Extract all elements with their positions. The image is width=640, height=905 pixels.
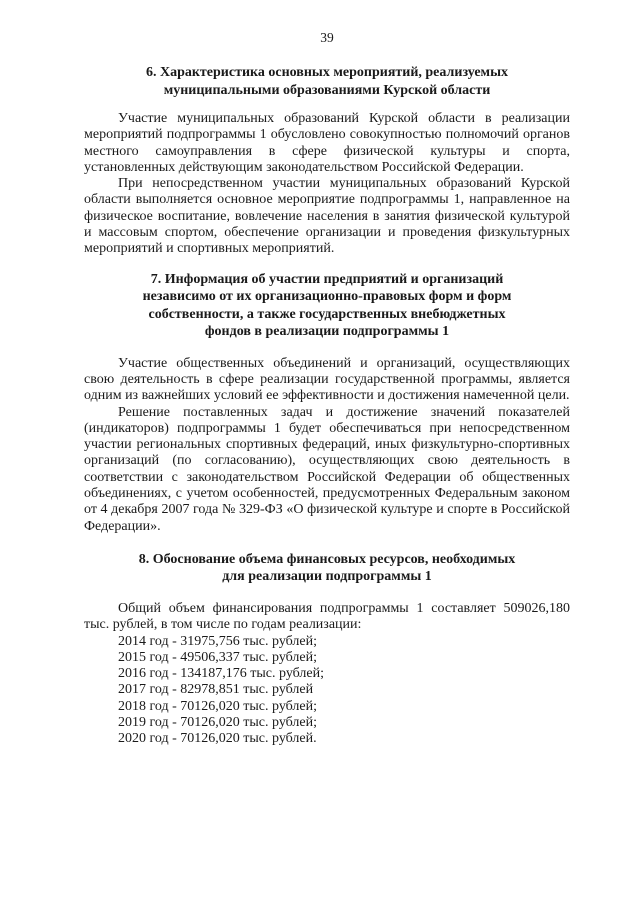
list-item: 2019 год - 70126,020 тыс. рублей;: [118, 715, 318, 731]
section-6-paragraph-1: Участие муниципальных образований Курской области в реализации мероприятий подпрограммы 1 обусловлено совокупностью полномочий органов местного самоуправления в сфере физической культуры и спорта, установленных действующим законодательством Российской Федерации.: [84, 111, 570, 175]
section-7-title-line-1: 7. Информация об участии предприятий и организаций: [150, 271, 504, 287]
document-page: [84, 30, 570, 748]
section-7-title: [84, 271, 570, 341]
page-number: 39: [320, 30, 334, 45]
list-item: 2017 год - 82978,851 тыс. рублей: [118, 682, 314, 698]
section-6-title: [84, 64, 570, 99]
list-item: 2018 год - 70126,020 тыс. рублей;: [118, 698, 318, 714]
section-7-title-line-2: независимо от их организационно-правовых форм и форм: [142, 289, 512, 305]
list-item: 2020 год - 70126,020 тыс. рублей.: [118, 731, 317, 747]
section-8-paragraph-1: Общий объем финансирования подпрограммы 1 составляет 509026,180 тыс. рублей, в том числе по годам реализации:: [84, 600, 570, 633]
list-item: 2015 год - 49506,337 тыс. рублей;: [118, 649, 318, 665]
funding-by-year-list: [84, 634, 570, 748]
section-7-title-line-3: собственности, а также государственных внебюджетных: [148, 306, 506, 322]
list-item: 2014 год - 31975,756 тыс. рублей;: [118, 633, 318, 649]
section-6-paragraph-2: При непосредственном участии муниципальных образований Курской области выполняется основное мероприятие подпрограммы 1, направленное на физическое воспитание, вовлечение населения в занятия физической культурой и массовым спортом, обеспечение организации и проведения физкультурных мероприятий и спортивных мероприятий.: [84, 176, 570, 257]
section-7-paragraph-1: Участие общественных объединений и организаций, осуществляющих свою деятельность в сфере реализации государственной программы, является одним из важнейших условий ее эффективности и достижения намеченной цели.: [84, 355, 570, 404]
section-6-title-line-2: муниципальными образованиями Курской области: [163, 82, 491, 98]
section-7-paragraph-2: Решение поставленных задач и достижение значений показателей (индикаторов) подпрограммы 1 будет обеспечиваться при непосредственном участии региональных спортивных федераций, иных физкультурно-спортивных организаций (по согласованию), осуществляющих свою деятельность в соответствии с законодательством Российской Федерации об общественных объединениях, с учетом особенностей, предусмотренных Федеральным законом от 4 декабря 2007 года № 329-ФЗ «О физической культуре и спорте в Российской Федерации».: [84, 404, 570, 534]
section-8-title-line-1: 8. Обоснование объема финансовых ресурсов, необходимых: [138, 551, 516, 567]
section-8-title: [84, 551, 570, 586]
section-6-title-line-1: 6. Характеристика основных мероприятий, реализуемых: [145, 65, 509, 80]
list-item: 2016 год - 134187,176 тыс. рублей;: [118, 666, 325, 682]
section-7-title-line-4: фондов в реализации подпрограммы 1: [204, 324, 450, 340]
section-8-title-line-2: для реализации подпрограммы 1: [222, 569, 432, 585]
